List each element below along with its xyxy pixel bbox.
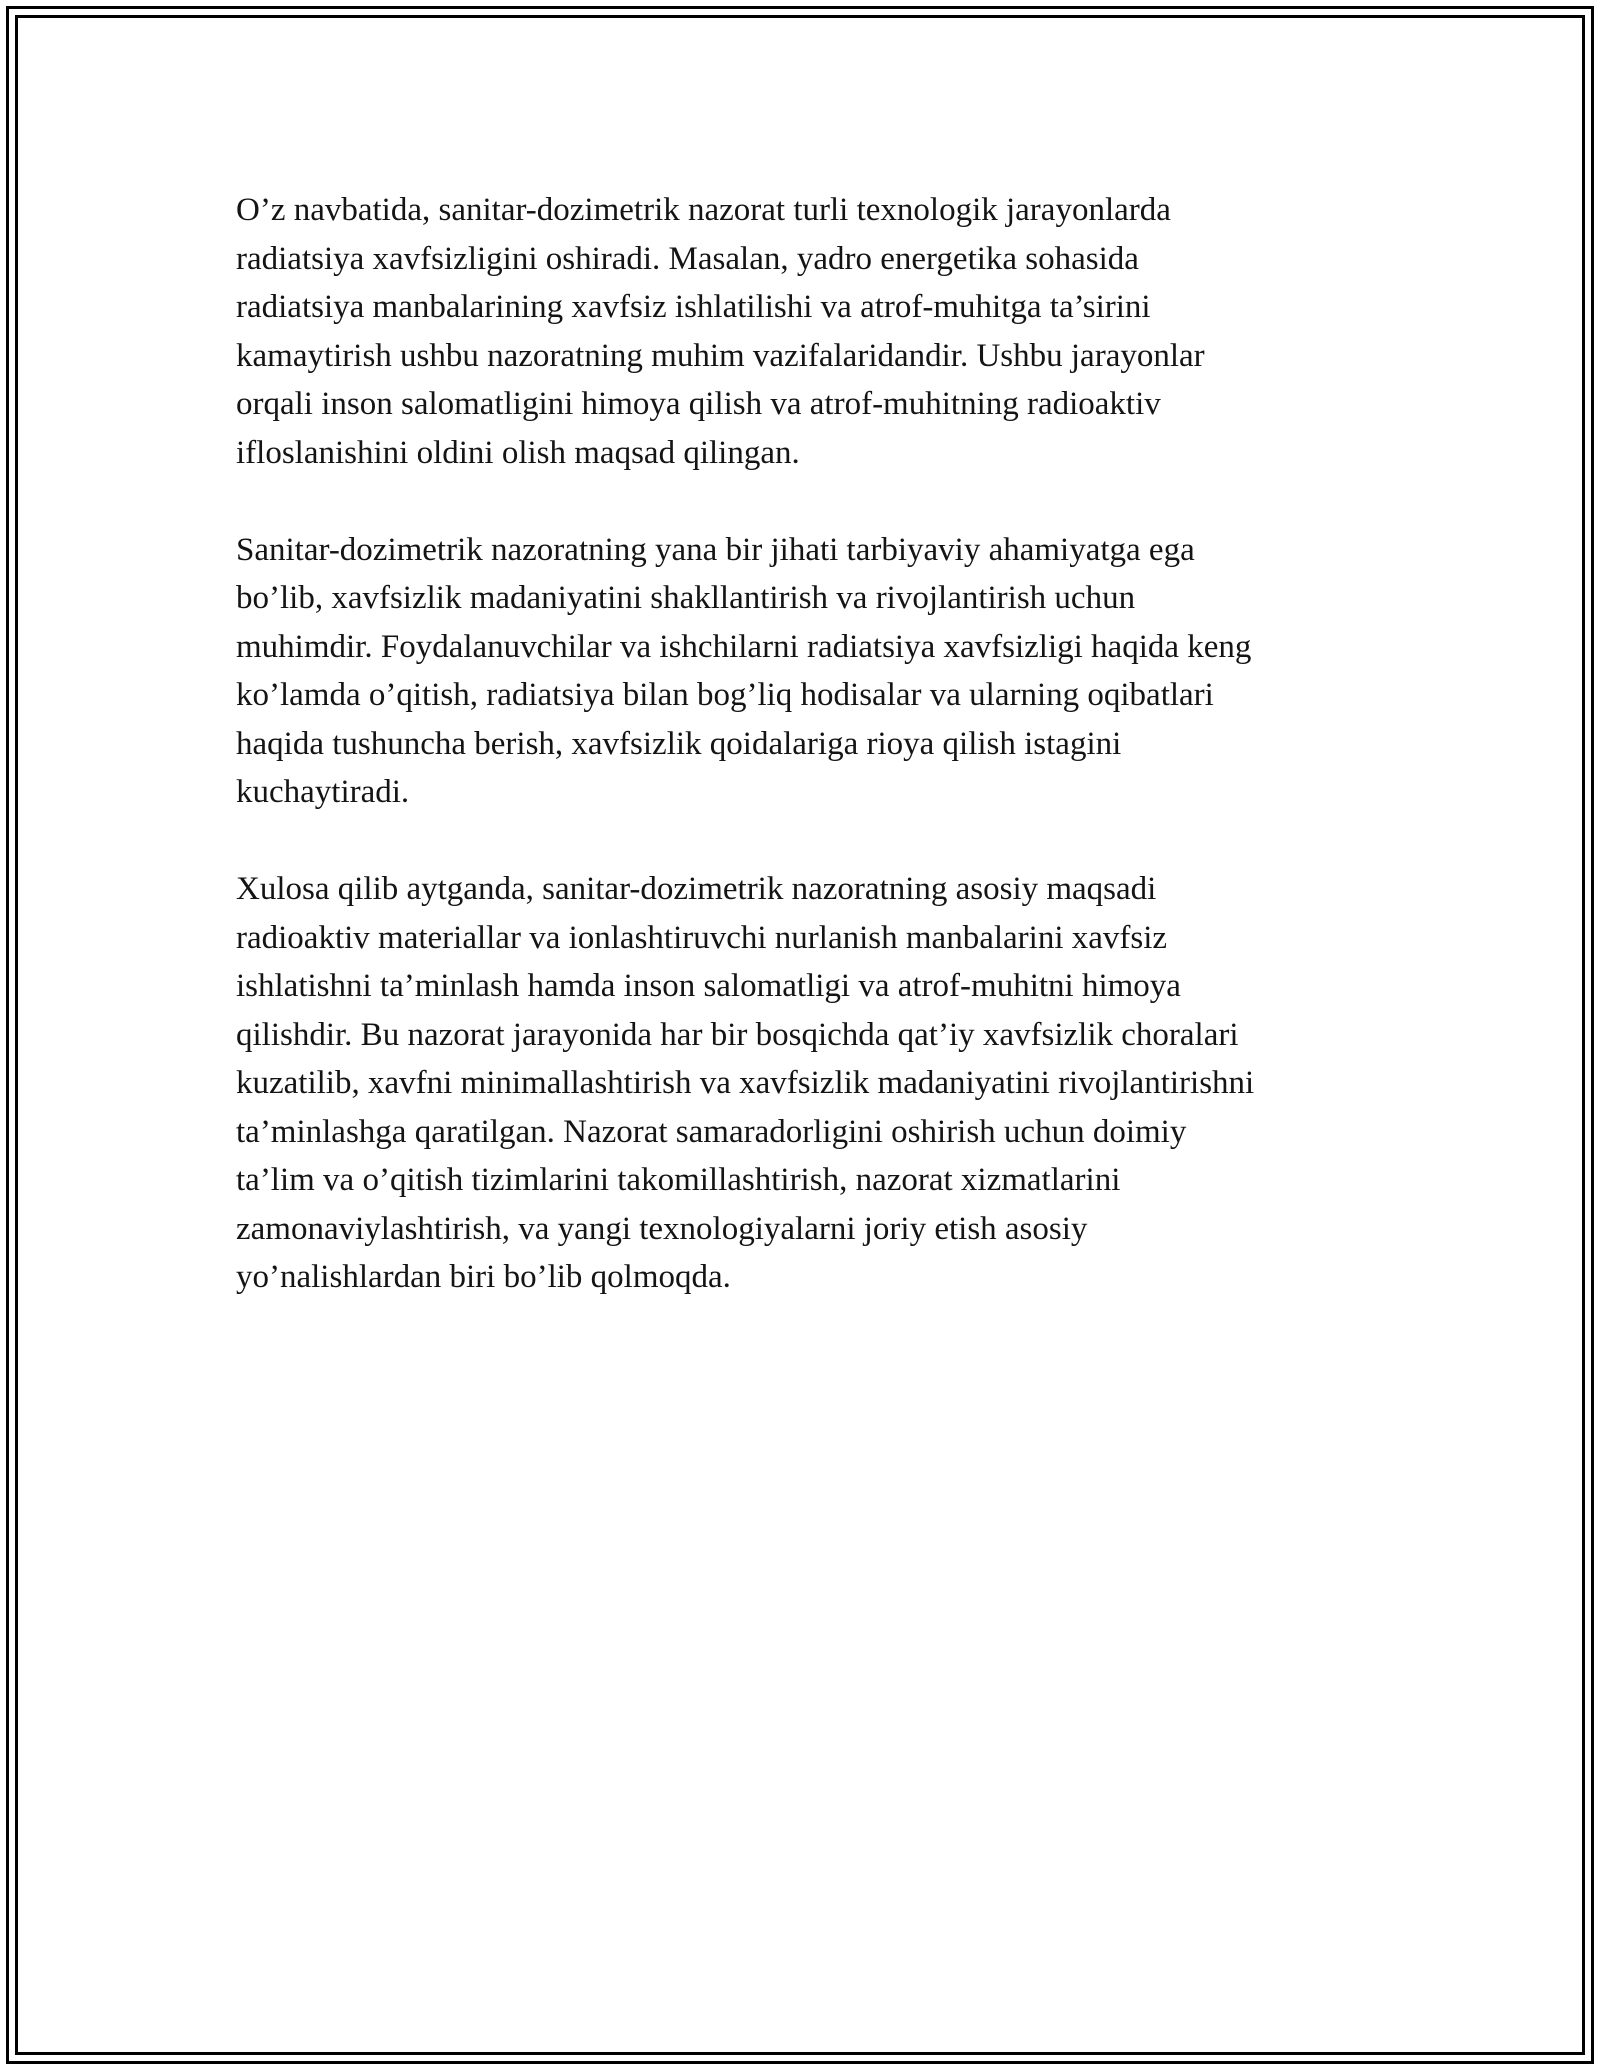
paragraph-1	[236, 186, 1396, 477]
text-line: ta’minlashga qaratilgan. Nazorat samaradorligini oshirish uchun doimiy	[236, 1113, 1187, 1150]
text-line: radiatsiya xavfsizligini oshiradi. Masalan, yadro energetika sohasida	[236, 240, 1139, 277]
text-line: yo’nalishlardan biri bo’lib qolmoqda.	[236, 1259, 731, 1295]
text-line: radioaktiv materiallar va ionlashtiruvchi nurlanish manbalarini xavfsiz	[236, 919, 1168, 956]
text-line: ko’lamda o’qitish, radiatsiya bilan bog’liq hodisalar va ularning oqibatlari	[236, 677, 1214, 713]
text-line: ta’lim va o’qitish tizimlarini takomillashtirish, nazorat xizmatlarini	[236, 1162, 1121, 1198]
text-line: kuzatilib, xavfni minimallashtirish va xavfsizlik madaniyatini rivojlantirishni	[236, 1065, 1255, 1101]
text-line: ishlatishni ta’minlash hamda inson salomatligi va atrof-muhitni himoya	[236, 968, 1181, 1004]
text-line: ifloslanishini oldini olish maqsad qilingan.	[236, 434, 800, 471]
text-line: qilishdir. Bu nazorat jarayonida har bir bosqichda qat’iy xavfsizlik choralari	[236, 1016, 1239, 1053]
text-line: orqali inson salomatligini himoya qilish va atrof-muhitning radioaktiv	[236, 386, 1161, 422]
text-line: zamonaviylashtirish, va yangi texnologiyalarni joriy etish asosiy	[236, 1210, 1088, 1247]
paragraph-3	[236, 865, 1396, 1302]
text-line: Sanitar-dozimetrik nazoratning yana bir jihati tarbiyaviy ahamiyatga ega	[236, 531, 1195, 568]
text-line: bo’lib, xavfsizlik madaniyatini shakllantirish va rivojlantirish uchun	[236, 580, 1136, 616]
text-line: kuchaytiradi.	[236, 774, 410, 810]
text-line: kamaytirish ushbu nazoratning muhim vazifalaridandir. Ushbu jarayonlar	[236, 337, 1205, 374]
text-line: O’z navbatida, sanitar-dozimetrik nazorat turli texnologik jarayonlarda	[236, 192, 1171, 228]
text-line: Xulosa qilib aytganda, sanitar-dozimetrik nazoratning asosiy maqsadi	[236, 871, 1157, 907]
text-line: muhimdir. Foydalanuvchilar va ishchilarni radiatsiya xavfsizligi haqida keng	[236, 628, 1252, 665]
document-body	[236, 186, 1396, 1350]
text-line: radiatsiya manbalarining xavfsiz ishlatilishi va atrof-muhitga ta’sirini	[236, 289, 1151, 325]
paragraph-2	[236, 526, 1396, 817]
text-line: haqida tushuncha berish, xavfsizlik qoidalariga rioya qilish istagini	[236, 725, 1122, 762]
